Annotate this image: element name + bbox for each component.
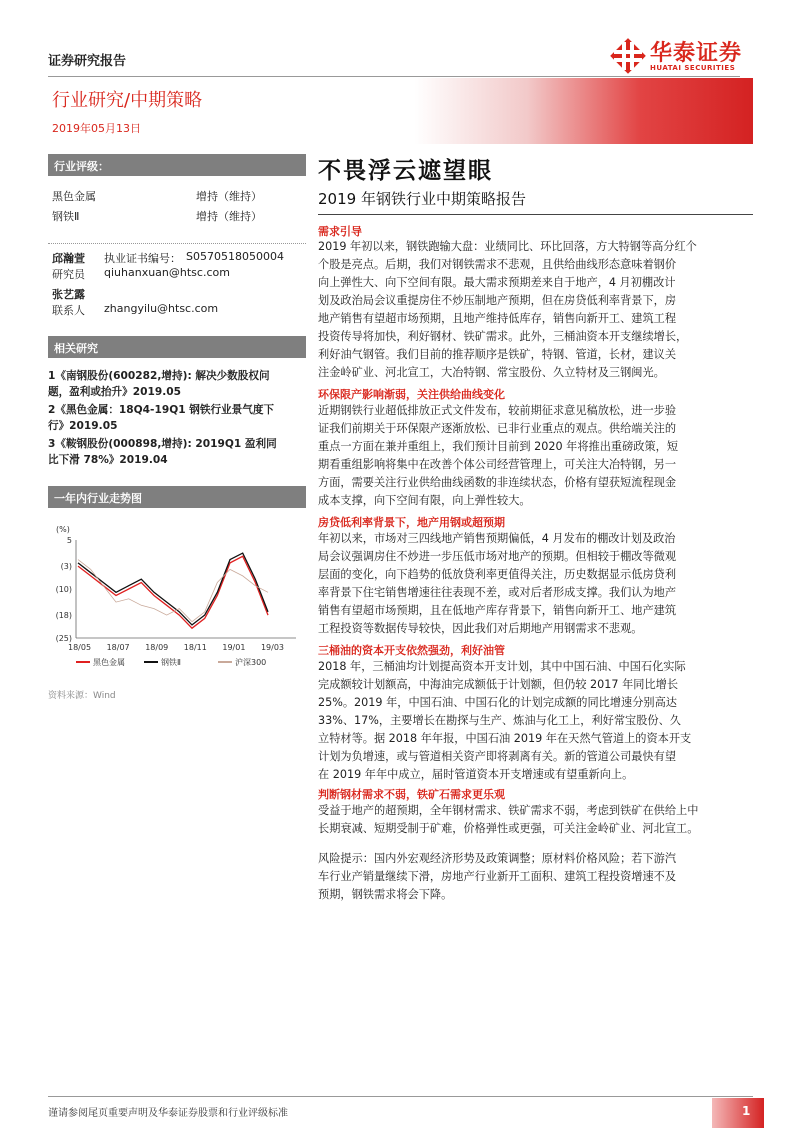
related-heading: 相关研究	[54, 342, 98, 355]
related-item-2[interactable]	[48, 402, 306, 434]
section-3-line: 销售有望超市场预期，且在低地产库存背景下，销售向新开工、地产建筑	[318, 604, 677, 617]
section-3-line: 层面的变化，向下趋势的低放贷利率更值得关注，历史数据显示低房贷利	[318, 568, 677, 581]
series-line-1	[78, 556, 268, 628]
related-item-1-line-2: 题，盈利或抬升》2019.05	[48, 386, 182, 398]
page-number-tab	[712, 1098, 764, 1128]
main-title: 不畏浮云遮望眼	[318, 158, 493, 184]
x-tick-label: 19/03	[260, 643, 285, 652]
report-type: 证券研究报告	[48, 54, 127, 69]
chart-heading-bar	[48, 486, 306, 508]
section-1-line: 地产销售有望超市场预期，且地产维持低库存，销售向新开工、建筑工程	[318, 312, 677, 325]
page-number: 1	[742, 1104, 751, 1118]
section-1-line: 向上弹性大、向下空间有限。最大需求预期差来自于地产，4 月初棚改计	[318, 276, 676, 289]
related-item-1[interactable]	[48, 368, 306, 400]
x-tick-label: 18/09	[145, 643, 169, 652]
section-2-line: 方面，需要关注行业供给曲线函数的非连续状态，价格有望获短流程现金	[318, 476, 677, 489]
section-5-line: 受益于地产的超预期，全年钢材需求、铁矿需求不弱，考虑到铁矿在供给上中	[318, 804, 699, 817]
section-2-line: 成本支撑，向下空间有限，向上弹性较大。	[318, 494, 531, 507]
risk-line: 车行业产销量继续下滑，房地产行业新开工面积、建筑工程投资增速不及	[318, 870, 677, 883]
title-divider	[318, 214, 753, 215]
main-subtitle: 2019 年钢铁行业中期策略报告	[318, 190, 526, 208]
analyst-divider	[48, 243, 306, 244]
section-2-line: 证我们前期关于环保限产逐渐放松、已非行业重点的观点。供给端关注的	[318, 422, 677, 435]
rating-value-2: 增持（维持）	[196, 210, 262, 223]
section-2-line: 期看重组影响将集中在改善个体公司经营管理上，可关注大冶特钢，另一	[318, 458, 677, 471]
rating-name-1: 黑色金属	[52, 190, 96, 203]
section-1-line: 2019 年初以来，钢铁跑输大盘：业绩同比、环比回落，方大特钢等高分红个	[318, 240, 697, 253]
section-body-3	[318, 530, 752, 638]
section-heading-3: 房贷低利率背景下，地产用钢或超预期	[318, 516, 505, 529]
rating-name-2: 钢铁Ⅱ	[52, 210, 80, 223]
x-tick-label: 18/05	[68, 643, 92, 652]
series-line-3	[78, 560, 268, 622]
risk-warning	[318, 850, 752, 904]
legend-label: 沪深300	[235, 658, 267, 667]
header-divider	[48, 76, 740, 77]
section-body-1	[318, 238, 752, 382]
analyst-license-id: S0570518050004	[186, 250, 284, 263]
legend-label: 黑色金属	[93, 658, 125, 667]
y-tick-label: (25)	[55, 634, 72, 643]
section-title: 行业研究/中期策略	[52, 90, 203, 111]
y-tick-label: (3)	[60, 562, 72, 572]
section-heading-1: 需求引导	[318, 225, 362, 238]
report-date: 2019年05月13日	[52, 122, 141, 135]
section-4-line: 25%。2019 年，中国石油、中国石化的计划完成额的同比增速分别高达	[318, 696, 677, 709]
section-heading-5: 判断钢材需求不弱，铁矿石需求更乐观	[318, 788, 505, 801]
analyst-name-1: 邱瀚萱	[52, 252, 85, 265]
section-heading-2: 环保限产影响渐弱，关注供给曲线变化	[318, 388, 505, 401]
chart-svg	[48, 520, 306, 670]
section-4-line: 33%、17%，主要增长在勘探与生产、炼油与化工上，利好常宝股份、久	[318, 714, 681, 727]
section-3-line: 年初以来，市场对三四线地产销售预期偏低，4 月发布的棚改计划及政治	[318, 532, 676, 545]
analyst-role-2: 联系人	[52, 304, 85, 317]
related-item-2-line-2: 行》2019.05	[48, 420, 118, 432]
analyst-license-label: 执业证书编号：	[104, 252, 181, 265]
section-3-line: 工程投资等数据传导较快，因此我们对后期地产用钢需求不悲观。	[318, 622, 643, 635]
section-5-line: 长期衰减、短期受制于矿难，价格弹性或更强，可关注金岭矿业、河北宣工。	[318, 822, 699, 835]
section-2-line: 近期钢铁行业超低排放正式文件发布，较前期征求意见稿放松，进一步验	[318, 404, 677, 417]
x-tick-label: 18/07	[106, 643, 130, 652]
rating-heading: 行业评级：	[54, 160, 109, 173]
section-2-line: 重点一方面在兼并重组上，我们预计目前到 2020 年将推出重磅政策，短	[318, 440, 679, 453]
y-axis-unit: (%)	[56, 525, 70, 534]
y-tick-label: (10)	[55, 585, 72, 594]
section-4-line: 计划为负增速，或与管道相关资产即将剥离有关。新的管道公司最快有望	[318, 750, 677, 763]
industry-trend-chart	[48, 520, 306, 670]
section-3-line: 局会议强调房住不炒进一步压低市场对地产的预期。但相较于棚改等微观	[318, 550, 677, 563]
footer-disclaimer: 谨请参阅尾页重要声明及华泰证券股票和行业评级标准	[48, 1108, 288, 1119]
related-item-1-line-1: 1《南钢股份(600282,增持): 解决少数股权问	[48, 370, 270, 382]
section-body-4	[318, 658, 752, 784]
series-line-2	[78, 553, 268, 625]
related-item-3-line-2: 比下滑 78%》2019.04	[48, 454, 168, 466]
analyst-role-1: 研究员	[52, 268, 85, 281]
risk-line: 预期，钢铁需求将会下降。	[318, 888, 453, 901]
related-item-3-line-1: 3《鞍钢股份(000898,增持): 2019Q1 盈利同	[48, 438, 277, 450]
section-4-line: 2018 年，三桶油均计划提高资本开支计划，其中中国石油、中国石化实际	[318, 660, 686, 673]
related-heading-bar	[48, 336, 306, 358]
analyst-email-1[interactable]: qiuhanxuan@htsc.com	[104, 266, 230, 279]
logo-english-text: HUATAI SECURITIES	[650, 64, 736, 72]
y-tick-label: (18)	[55, 611, 72, 621]
section-body-5	[318, 802, 752, 838]
rating-value-1: 增持（维持）	[196, 190, 262, 203]
rating-heading-bar	[48, 154, 306, 176]
section-1-line: 划及政治局会议重提房住不炒压制地产预期，但在房贷低利率背景下，房	[318, 294, 677, 307]
x-tick-label: 18/11	[183, 643, 207, 652]
related-item-2-line-1: 2《黑色金属：18Q4-19Q1 钢铁行业景气度下	[48, 404, 275, 416]
section-heading-4: 三桶油的资本开支依然强劲，利好油管	[318, 644, 505, 657]
y-tick-label: 5	[66, 536, 72, 545]
logo-mark-icon	[608, 36, 648, 76]
section-4-line: 立特材等。据 2018 年年报，中国石油 2019 年在天然气管道上的资本开支	[318, 732, 692, 745]
chart-source: 资料来源：Wind	[48, 691, 116, 701]
section-1-line: 利好油气钢管。我们目前的推荐顺序是铁矿，特钢、管道，长材，建议关	[318, 348, 677, 361]
analyst-email-2[interactable]: zhangyilu@htsc.com	[104, 302, 219, 315]
chart-heading: 一年内行业走势图	[54, 492, 142, 505]
analyst-name-2: 张艺露	[52, 288, 85, 301]
section-1-line: 个股是亮点。后期，我们对钢铁需求不悲观，且供给曲线形态意味着钢价	[318, 258, 677, 271]
section-1-line: 投资传导将加快，利好钢材、铁矿需求。此外，三桶油资本开支继续增长，	[318, 330, 688, 343]
section-1-line: 注金岭矿业、河北宣工，大冶特钢、常宝股份、久立特材及三钢闽光。	[318, 366, 665, 379]
x-tick-label: 19/01	[222, 643, 246, 652]
section-4-line: 完成额较计划额高，中海油完成额低于计划额，但仍较 2017 年同比增长	[318, 678, 679, 691]
footer-divider	[48, 1096, 753, 1097]
risk-line: 风险提示：国内外宏观经济形势及政策调整；原材料价格风险；若下游汽	[318, 852, 677, 865]
section-3-line: 率背景下住宅销售增速往往表现不差，或对后者形成支撑。我们认为地产	[318, 586, 677, 599]
section-body-2	[318, 402, 752, 510]
legend-label: 钢铁Ⅱ	[161, 658, 181, 667]
related-item-3[interactable]	[48, 436, 306, 468]
logo-text: 华泰证券	[650, 41, 743, 66]
section-4-line: 在 2019 年年中成立，届时管道资本开支增速或有望重新向上。	[318, 768, 634, 781]
